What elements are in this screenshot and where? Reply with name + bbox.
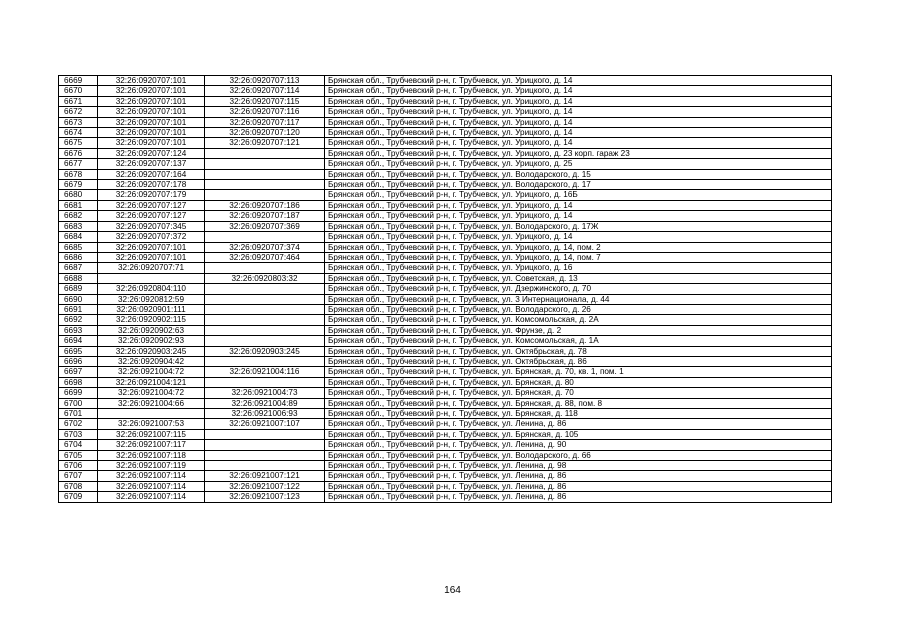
- row-number-cell: 6697: [59, 367, 98, 377]
- row-number-cell: 6686: [59, 252, 98, 262]
- cadastral-number-cell: [205, 284, 325, 294]
- parent-cadastral-number-cell: 32:26:0920902:63: [98, 325, 205, 335]
- address-cell: Брянская обл., Трубчевский р-н, г. Трубчевск, ул. Комсомольская, д. 1А: [325, 336, 832, 346]
- row-number-cell: 6700: [59, 398, 98, 408]
- parent-cadastral-number-cell: 32:26:0920707:101: [98, 242, 205, 252]
- row-number-cell: 6681: [59, 200, 98, 210]
- cadastral-number-cell: 32:26:0920707:186: [205, 200, 325, 210]
- parent-cadastral-number-cell: 32:26:0921004:72: [98, 388, 205, 398]
- cadastral-number-cell: 32:26:0920707:121: [205, 138, 325, 148]
- parent-cadastral-number-cell: 32:26:0920707:101: [98, 107, 205, 117]
- table-row: [59, 398, 832, 408]
- row-number-cell: 6699: [59, 388, 98, 398]
- parent-cadastral-number-cell: 32:26:0921007:114: [98, 481, 205, 491]
- address-cell: Брянская обл., Трубчевский р-н, г. Трубчевск, ул. Урицкого, д. 14: [325, 86, 832, 96]
- table-row: [59, 367, 832, 377]
- table-row: [59, 377, 832, 387]
- cadastral-number-cell: 32:26:0920707:115: [205, 96, 325, 106]
- cadastral-number-cell: [205, 450, 325, 460]
- address-cell: Брянская обл., Трубчевский р-н, г. Трубчевск, ул. Урицкого, д. 23 корп. гараж 23: [325, 148, 832, 158]
- parent-cadastral-number-cell: 32:26:0921004:66: [98, 398, 205, 408]
- parent-cadastral-number-cell: 32:26:0920707:345: [98, 221, 205, 231]
- parent-cadastral-number-cell: 32:26:0921004:72: [98, 367, 205, 377]
- table-row: [59, 148, 832, 158]
- cadastral-number-cell: 32:26:0920707:117: [205, 117, 325, 127]
- row-number-cell: 6684: [59, 232, 98, 242]
- table-row: [59, 211, 832, 221]
- cadastral-number-cell: [205, 190, 325, 200]
- parent-cadastral-number-cell: 32:26:0920707:127: [98, 200, 205, 210]
- cadastral-number-cell: 32:26:0920707:120: [205, 128, 325, 138]
- page-number: 164: [444, 585, 461, 596]
- row-number-cell: 6706: [59, 461, 98, 471]
- row-number-cell: 6695: [59, 346, 98, 356]
- table-row: [59, 315, 832, 325]
- cadastral-number-cell: 32:26:0921004:89: [205, 398, 325, 408]
- parent-cadastral-number-cell: 32:26:0920707:101: [98, 128, 205, 138]
- parent-cadastral-number-cell: 32:26:0920707:178: [98, 180, 205, 190]
- row-number-cell: 6677: [59, 159, 98, 169]
- cadastral-number-cell: [205, 429, 325, 439]
- table-row: [59, 429, 832, 439]
- row-number-cell: 6692: [59, 315, 98, 325]
- row-number-cell: 6669: [59, 76, 98, 86]
- address-cell: Брянская обл., Трубчевский р-н, г. Трубчевск, ул. Ленина, д. 86: [325, 419, 832, 429]
- cadastral-number-cell: 32:26:0920707:464: [205, 252, 325, 262]
- row-number-cell: 6679: [59, 180, 98, 190]
- table-row: [59, 461, 832, 471]
- table-row: [59, 388, 832, 398]
- parent-cadastral-number-cell: 32:26:0920901:111: [98, 304, 205, 314]
- table-row: [59, 346, 832, 356]
- row-number-cell: 6703: [59, 429, 98, 439]
- address-cell: Брянская обл., Трубчевский р-н, г. Трубчевск, ул. Урицкого, д. 14, пом. 7: [325, 252, 832, 262]
- row-number-cell: 6672: [59, 107, 98, 117]
- address-cell: Брянская обл., Трубчевский р-н, г. Трубчевск, ул. Ленина, д. 98: [325, 461, 832, 471]
- parent-cadastral-number-cell: 32:26:0920902:93: [98, 336, 205, 346]
- table-row: [59, 76, 832, 86]
- address-cell: Брянская обл., Трубчевский р-н, г. Трубчевск, ул. Октябрьская, д. 78: [325, 346, 832, 356]
- cadastral-number-cell: [205, 159, 325, 169]
- cadastral-number-cell: 32:26:0920903:245: [205, 346, 325, 356]
- row-number-cell: 6671: [59, 96, 98, 106]
- table-row: [59, 336, 832, 346]
- address-cell: Брянская обл., Трубчевский р-н, г. Трубчевск, ул. Брянская, д. 70, кв. 1, пом. 1: [325, 367, 832, 377]
- parent-cadastral-number-cell: 32:26:0920902:115: [98, 315, 205, 325]
- address-cell: Брянская обл., Трубчевский р-н, г. Трубчевск, ул. Брянская, д. 105: [325, 429, 832, 439]
- cadastral-number-cell: [205, 294, 325, 304]
- cadastral-number-cell: 32:26:0921007:107: [205, 419, 325, 429]
- parent-cadastral-number-cell: 32:26:0920707:137: [98, 159, 205, 169]
- cadastral-number-cell: 32:26:0921004:73: [205, 388, 325, 398]
- cadastral-number-cell: [205, 315, 325, 325]
- cadastral-number-cell: [205, 169, 325, 179]
- parent-cadastral-number-cell: 32:26:0920707:164: [98, 169, 205, 179]
- row-number-cell: 6709: [59, 492, 98, 502]
- address-cell: Брянская обл., Трубчевский р-н, г. Трубчевск, ул. Ленина, д. 86: [325, 492, 832, 502]
- parent-cadastral-number-cell: 32:26:0921007:53: [98, 419, 205, 429]
- row-number-cell: 6704: [59, 440, 98, 450]
- row-number-cell: 6707: [59, 471, 98, 481]
- table-row: [59, 190, 832, 200]
- parent-cadastral-number-cell: 32:26:0921007:118: [98, 450, 205, 460]
- cadastral-number-cell: 32:26:0921007:123: [205, 492, 325, 502]
- parent-cadastral-number-cell: 32:26:0921007:115: [98, 429, 205, 439]
- row-number-cell: 6676: [59, 148, 98, 158]
- cadastral-number-cell: 32:26:0920707:187: [205, 211, 325, 221]
- address-cell: Брянская обл., Трубчевский р-н, г. Трубчевск, ул. Урицкого, д. 14: [325, 117, 832, 127]
- address-cell: Брянская обл., Трубчевский р-н, г. Трубчевск, ул. Урицкого, д. 16: [325, 263, 832, 273]
- row-number-cell: 6691: [59, 304, 98, 314]
- row-number-cell: 6690: [59, 294, 98, 304]
- table-row: [59, 117, 832, 127]
- row-number-cell: 6702: [59, 419, 98, 429]
- cadastral-number-cell: [205, 336, 325, 346]
- parent-cadastral-number-cell: 32:26:0920707:124: [98, 148, 205, 158]
- cadastral-number-cell: 32:26:0920707:114: [205, 86, 325, 96]
- table-row: [59, 356, 832, 366]
- address-cell: Брянская обл., Трубчевский р-н, г. Трубчевск, ул. Урицкого, д. 16Б: [325, 190, 832, 200]
- parent-cadastral-number-cell: 32:26:0920812:59: [98, 294, 205, 304]
- parent-cadastral-number-cell: 32:26:0920707:101: [98, 96, 205, 106]
- address-cell: Брянская обл., Трубчевский р-н, г. Трубчевск, ул. Володарского, д. 66: [325, 450, 832, 460]
- parent-cadastral-number-cell: 32:26:0921007:114: [98, 492, 205, 502]
- cadastral-number-cell: [205, 461, 325, 471]
- table-row: [59, 273, 832, 283]
- row-number-cell: 6705: [59, 450, 98, 460]
- cadastral-number-cell: 32:26:0920707:116: [205, 107, 325, 117]
- row-number-cell: 6675: [59, 138, 98, 148]
- table-row: [59, 419, 832, 429]
- address-cell: Брянская обл., Трубчевский р-н, г. Трубчевск, ул. Урицкого, д. 14: [325, 211, 832, 221]
- row-number-cell: 6701: [59, 409, 98, 419]
- table-row: [59, 169, 832, 179]
- address-cell: Брянская обл., Трубчевский р-н, г. Трубчевск, ул. Дзержинского, д. 70: [325, 284, 832, 294]
- cadastral-number-cell: 32:26:0921006:93: [205, 409, 325, 419]
- parent-cadastral-number-cell: 32:26:0920707:101: [98, 117, 205, 127]
- table-row: [59, 492, 832, 502]
- row-number-cell: 6680: [59, 190, 98, 200]
- address-cell: Брянская обл., Трубчевский р-н, г. Трубчевск, ул. Урицкого, д. 14: [325, 76, 832, 86]
- address-cell: Брянская обл., Трубчевский р-н, г. Трубчевск, ул. Урицкого, д. 14: [325, 138, 832, 148]
- row-number-cell: 6689: [59, 284, 98, 294]
- address-cell: Брянская обл., Трубчевский р-н, г. Трубчевск, ул. Володарского, д. 15: [325, 169, 832, 179]
- table-row: [59, 232, 832, 242]
- table-row: [59, 242, 832, 252]
- address-cell: Брянская обл., Трубчевский р-н, г. Трубчевск, ул. Урицкого, д. 14: [325, 96, 832, 106]
- parent-cadastral-number-cell: 32:26:0921007:119: [98, 461, 205, 471]
- table-row: [59, 471, 832, 481]
- parent-cadastral-number-cell: 32:26:0921007:114: [98, 471, 205, 481]
- address-cell: Брянская обл., Трубчевский р-н, г. Трубчевск, ул. Урицкого, д. 14: [325, 232, 832, 242]
- row-number-cell: 6688: [59, 273, 98, 283]
- parent-cadastral-number-cell: 32:26:0921007:117: [98, 440, 205, 450]
- parent-cadastral-number-cell: 32:26:0920903:245: [98, 346, 205, 356]
- cadastral-number-cell: [205, 325, 325, 335]
- parent-cadastral-number-cell: [98, 409, 205, 419]
- cadastral-number-cell: 32:26:0920707:113: [205, 76, 325, 86]
- cadastral-number-cell: 32:26:0921007:122: [205, 481, 325, 491]
- table-row: [59, 221, 832, 231]
- address-cell: Брянская обл., Трубчевский р-н, г. Трубчевск, ул. Ленина, д. 86: [325, 471, 832, 481]
- cadastral-number-cell: 32:26:0921007:121: [205, 471, 325, 481]
- row-number-cell: 6696: [59, 356, 98, 366]
- table-row: [59, 294, 832, 304]
- cadastral-number-cell: [205, 263, 325, 273]
- address-cell: Брянская обл., Трубчевский р-н, г. Трубчевск, ул. Советская, д. 13: [325, 273, 832, 283]
- cadastral-number-cell: 32:26:0921004:116: [205, 367, 325, 377]
- address-cell: Брянская обл., Трубчевский р-н, г. Трубчевск, ул. Володарского, д. 17Ж: [325, 221, 832, 231]
- address-cell: Брянская обл., Трубчевский р-н, г. Трубчевск, ул. Володарского, д. 26: [325, 304, 832, 314]
- table-row: [59, 481, 832, 491]
- table-row: [59, 325, 832, 335]
- row-number-cell: 6687: [59, 263, 98, 273]
- row-number-cell: 6698: [59, 377, 98, 387]
- parent-cadastral-number-cell: 32:26:0920707:101: [98, 138, 205, 148]
- table-row: [59, 86, 832, 96]
- address-cell: Брянская обл., Трубчевский р-н, г. Трубчевск, ул. Ленина, д. 90: [325, 440, 832, 450]
- row-number-cell: 6683: [59, 221, 98, 231]
- parent-cadastral-number-cell: 32:26:0920707:372: [98, 232, 205, 242]
- row-number-cell: 6670: [59, 86, 98, 96]
- table-row: [59, 180, 832, 190]
- address-cell: Брянская обл., Трубчевский р-н, г. Трубчевск, ул. Фрунзе, д. 2: [325, 325, 832, 335]
- table-row: [59, 440, 832, 450]
- parent-cadastral-number-cell: 32:26:0921004:121: [98, 377, 205, 387]
- cadastral-number-cell: [205, 377, 325, 387]
- address-cell: Брянская обл., Трубчевский р-н, г. Трубчевск, ул. Октябрьская, д. 86: [325, 356, 832, 366]
- row-number-cell: 6678: [59, 169, 98, 179]
- parent-cadastral-number-cell: 32:26:0920707:101: [98, 76, 205, 86]
- address-cell: Брянская обл., Трубчевский р-н, г. Трубчевск, ул. Урицкого, д. 14: [325, 200, 832, 210]
- table-row: [59, 450, 832, 460]
- table-row: [59, 128, 832, 138]
- address-cell: Брянская обл., Трубчевский р-н, г. Трубчевск, ул. 3 Интернационала, д. 44: [325, 294, 832, 304]
- address-cell: Брянская обл., Трубчевский р-н, г. Трубчевск, ул. Брянская, д. 70: [325, 388, 832, 398]
- parent-cadastral-number-cell: 32:26:0920707:179: [98, 190, 205, 200]
- table-row: [59, 263, 832, 273]
- address-cell: Брянская обл., Трубчевский р-н, г. Трубчевск, ул. Урицкого, д. 14: [325, 128, 832, 138]
- parent-cadastral-number-cell: 32:26:0920707:71: [98, 263, 205, 273]
- address-cell: Брянская обл., Трубчевский р-н, г. Трубчевск, ул. Брянская, д. 80: [325, 377, 832, 387]
- parent-cadastral-number-cell: 32:26:0920707:101: [98, 252, 205, 262]
- table-row: [59, 252, 832, 262]
- address-cell: Брянская обл., Трубчевский р-н, г. Трубчевск, ул. Володарского, д. 17: [325, 180, 832, 190]
- cadastral-number-cell: [205, 148, 325, 158]
- cadastral-number-cell: 32:26:0920707:374: [205, 242, 325, 252]
- cadastral-number-cell: [205, 180, 325, 190]
- table-row: [59, 96, 832, 106]
- table-row: [59, 200, 832, 210]
- address-cell: Брянская обл., Трубчевский р-н, г. Трубчевск, ул. Ленина, д. 86: [325, 481, 832, 491]
- parent-cadastral-number-cell: 32:26:0920804:110: [98, 284, 205, 294]
- row-number-cell: 6693: [59, 325, 98, 335]
- address-cell: Брянская обл., Трубчевский р-н, г. Трубчевск, ул. Брянская, д. 88, пом. 8: [325, 398, 832, 408]
- parent-cadastral-number-cell: 32:26:0920707:101: [98, 86, 205, 96]
- address-cell: Брянская обл., Трубчевский р-н, г. Трубчевск, ул. Урицкого, д. 14, пом. 2: [325, 242, 832, 252]
- parent-cadastral-number-cell: 32:26:0920904:42: [98, 356, 205, 366]
- row-number-cell: 6682: [59, 211, 98, 221]
- table-row: [59, 138, 832, 148]
- table-row: [59, 409, 832, 419]
- row-number-cell: 6694: [59, 336, 98, 346]
- table-row: [59, 107, 832, 117]
- cadastral-number-cell: [205, 356, 325, 366]
- registry-table-body: [59, 76, 832, 503]
- cadastral-number-cell: [205, 304, 325, 314]
- cadastral-number-cell: [205, 440, 325, 450]
- row-number-cell: 6674: [59, 128, 98, 138]
- parent-cadastral-number-cell: 32:26:0920707:127: [98, 211, 205, 221]
- cadastral-number-cell: 32:26:0920707:369: [205, 221, 325, 231]
- address-cell: Брянская обл., Трубчевский р-н, г. Трубчевск, ул. Урицкого, д. 25: [325, 159, 832, 169]
- cadastral-number-cell: [205, 232, 325, 242]
- parent-cadastral-number-cell: [98, 273, 205, 283]
- cadastral-number-cell: 32:26:0920803:32: [205, 273, 325, 283]
- registry-table: [58, 75, 832, 503]
- table-row: [59, 159, 832, 169]
- row-number-cell: 6673: [59, 117, 98, 127]
- table-row: [59, 284, 832, 294]
- row-number-cell: 6708: [59, 481, 98, 491]
- address-cell: Брянская обл., Трубчевский р-н, г. Трубчевск, ул. Урицкого, д. 14: [325, 107, 832, 117]
- address-cell: Брянская обл., Трубчевский р-н, г. Трубчевск, ул. Комсомольская, д. 2А: [325, 315, 832, 325]
- row-number-cell: 6685: [59, 242, 98, 252]
- table-row: [59, 304, 832, 314]
- address-cell: Брянская обл., Трубчевский р-н, г. Трубчевск, ул. Брянская, д. 118: [325, 409, 832, 419]
